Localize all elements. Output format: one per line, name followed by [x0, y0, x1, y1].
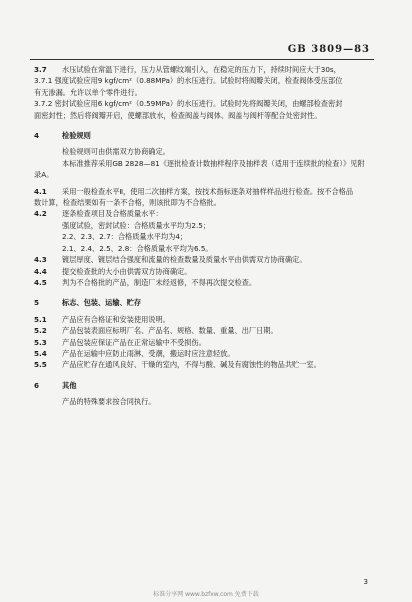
clause-4-2: 4.2 逐条检查项目及合格质量水平：: [34, 209, 163, 219]
section-6-para: 产品的特殊要求按合同执行。: [62, 397, 156, 407]
clause-4-3: 4.3 镀层厚度、镀层结合强度和流量的检查数量及质量水平由供需双方协商确定。: [34, 255, 307, 265]
clause-4-2-item: 2.2、2.3、2.7：合格质量水平均为4；: [62, 232, 188, 242]
section-4-para: 录A。: [34, 170, 54, 180]
clause-3-7-1: 3.7.1 强度试验应用9 kgf/cm²（0.88MPa）的水压进行。试验时将阀瓣关闭，检查阀体受压部位: [34, 76, 343, 86]
standard-code: GB 3809—83: [287, 44, 370, 55]
clause-5-3: 5.3 产品包装应保证产品在正常运输中不受损伤。: [34, 337, 206, 347]
clause-4-1-cont: 数计算，检查结果如有一条不合格，则该批即为不合格批。: [34, 198, 221, 208]
clause-3-7-2-cont: 面密封性；然后将阀瓣开启，使螺部放水，检查阀盖与阀体、阀盖与阀杆等配合处密封性。: [34, 110, 322, 120]
clause-3-7-1-cont: 有无渗漏。允许以单个零件进行。: [34, 87, 142, 97]
clause-5-4: 5.4 产品在运输中应防止雨淋、受潮，搬运时应注意轻放。: [34, 348, 235, 358]
section-6-heading: 6 其他: [34, 380, 77, 390]
clause-4-4: 4.4 提交检查批的大小由供需双方协商确定。: [34, 266, 192, 276]
section-4-para: 本标准推荐采用GB 2828—81《逐批检查计数抽样程序及抽样表（适用于连续批的检查）》见附: [62, 158, 365, 168]
clause-4-5: 4.5 判为不合格批的产品，制造厂未经返修，不得再次提交检查。: [34, 277, 257, 287]
clause-5-1: 5.1 产品应有合格证和安装使用说明。: [34, 314, 170, 324]
watermark-text: 标准分享网 www.bzfxw.com 免费下载: [153, 591, 259, 598]
clause-5-5: 5.5 产品应贮存在通风良好、干燥的室内，不得与酸、碱及有腐蚀性的物品共贮一室。: [34, 360, 321, 370]
clause-4-2-item: 强度试验，密封试验：合格质量水平均为2.5；: [62, 220, 210, 230]
clause-3-7: 3.7 水压试验在常温下进行，压力从管螺纹端引入，在稳定的压力下，持续时间应大于30s，: [34, 65, 341, 74]
section-4-para: 检验规则可由供需双方协商确定。: [62, 147, 170, 157]
clause-4-1: 4.1 采用一般检查水平Ⅱ，使用二次抽样方案，按技术指标逐条对抽样样品进行检查。按不合格品: [34, 186, 354, 196]
section-4-heading: 4 检验规则: [34, 131, 91, 141]
page-number: 3: [363, 578, 368, 586]
clause-4-2-item: 2.1、2.4、2.5、2.8：合格质量水平均为6.5。: [62, 243, 213, 253]
section-5-heading: 5 标志、包装、运输、贮存: [34, 298, 142, 308]
clause-3-7-2: 3.7.2 密封试验应用6 kgf/cm²（0.59MPa）的水压进行。试验时先将阀瓣关闭，由螺部检查密封: [34, 99, 343, 109]
document-body: [34, 64, 374, 408]
clause-5-2: 5.2 产品包装表面应标明厂名、产品名、规格、数量、重量、出厂日期。: [34, 326, 278, 336]
header-rule: [30, 59, 374, 60]
